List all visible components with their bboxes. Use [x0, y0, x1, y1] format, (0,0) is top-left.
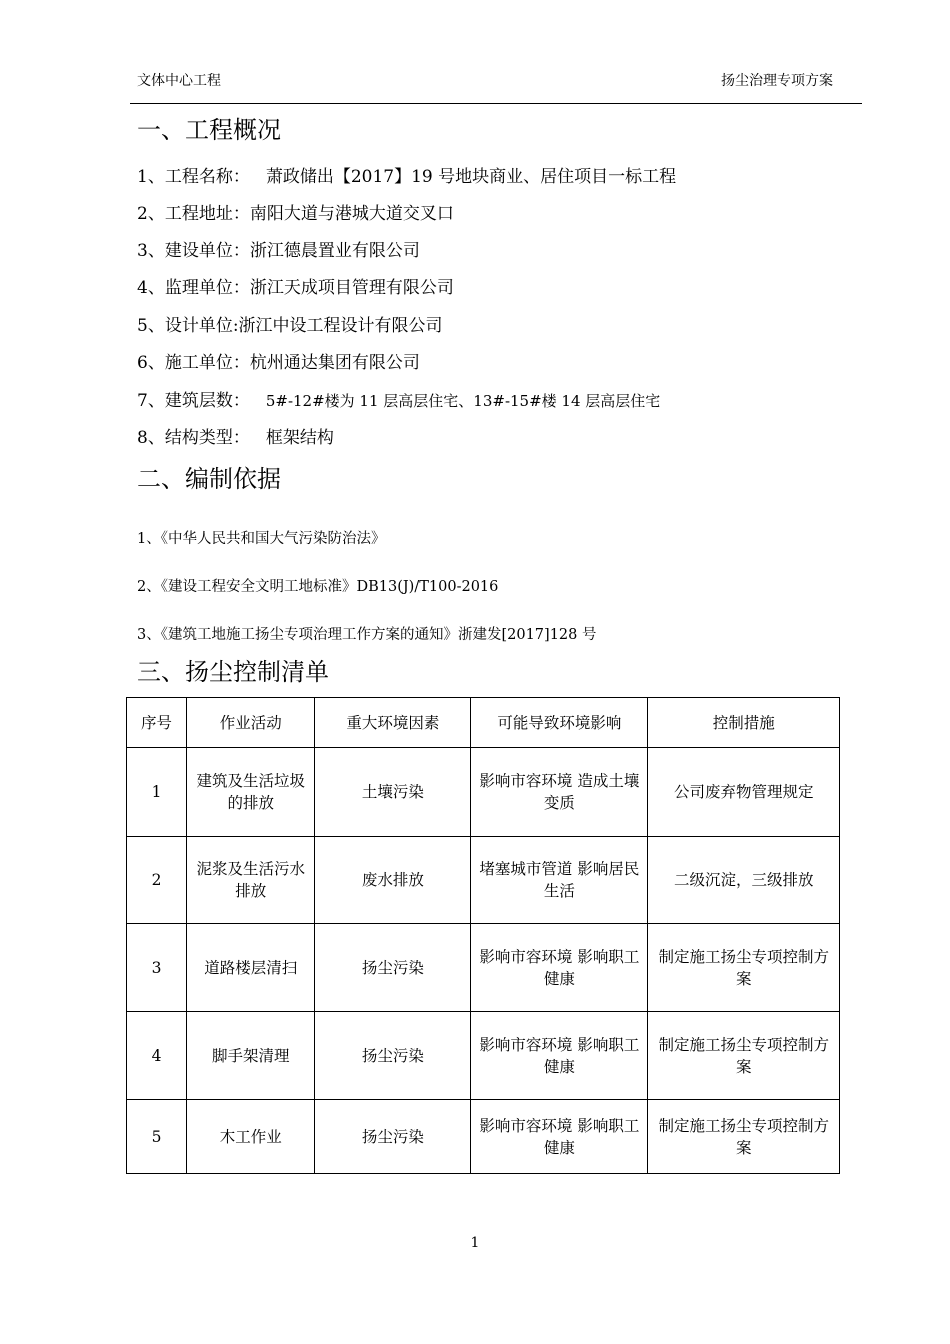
table-cell: 影响市容环境 造成土壤变质	[471, 748, 648, 837]
table-cell: 扬尘污染	[315, 1100, 471, 1174]
table-row	[127, 924, 840, 1012]
info-value: 框架结构	[265, 428, 334, 448]
table-header-cell: 可能导致环境影响	[471, 698, 648, 748]
table-cell: 制定施工扬尘专项控制方案	[648, 924, 840, 1012]
table-row	[127, 1012, 840, 1100]
reference-item: 3、《建筑工地施工扬尘专项治理工作方案的通知》浙建发[2017]128 号	[137, 627, 597, 643]
reference-item: 1、《中华人民共和国大气污染防治法》	[137, 531, 386, 547]
header-left-text: 文体中心工程	[137, 73, 221, 89]
table-cell: 影响市容环境 影响职工健康	[471, 1012, 648, 1100]
table-cell: 制定施工扬尘专项控制方案	[648, 1012, 840, 1100]
table-cell: 泥浆及生活污水排放	[187, 837, 315, 924]
table-cell: 2	[127, 837, 187, 924]
table-row	[127, 1100, 840, 1174]
info-value: 浙江德晨置业有限公司	[249, 241, 420, 261]
table-cell: 道路楼层清扫	[187, 924, 315, 1012]
info-value: 浙江天成项目管理有限公司	[249, 278, 454, 298]
header-rule	[130, 103, 862, 104]
table-cell: 废水排放	[315, 837, 471, 924]
info-label: 4、监理单位：	[137, 278, 250, 298]
table-header-cell: 作业活动	[187, 698, 315, 748]
table-cell: 二级沉淀，三级排放	[648, 837, 840, 924]
table-cell: 公司废弃物管理规定	[648, 748, 840, 837]
info-label: 2、工程地址：	[137, 204, 250, 224]
project-info-line	[137, 273, 454, 298]
info-value: 南阳大道与港城大道交叉口	[249, 204, 454, 224]
project-info-line	[137, 348, 420, 373]
table-header-cell: 重大环境因素	[315, 698, 471, 748]
info-value: 萧政储出【2017】19 号地块商业、居住项目一标工程	[265, 167, 677, 187]
info-label: 8、结构类型：	[137, 428, 250, 448]
table-cell: 土壤污染	[315, 748, 471, 837]
table-header-cell: 序号	[127, 698, 187, 748]
table-row	[127, 748, 840, 837]
table-header-row	[127, 698, 840, 748]
table-cell: 影响市容环境 影响职工健康	[471, 924, 648, 1012]
project-info-line	[137, 162, 676, 187]
table-cell: 扬尘污染	[315, 924, 471, 1012]
info-value: 5#-12#楼为 11 层高层住宅、13#-15#楼 14 层高层住宅	[265, 392, 661, 410]
project-info-line	[137, 386, 660, 411]
project-info-line	[137, 311, 443, 336]
table-cell: 影响市容环境 影响职工健康	[471, 1100, 648, 1174]
header-right-text: 扬尘治理专项方案	[721, 73, 833, 89]
project-info-line	[137, 199, 454, 224]
section3-title: 三、扬尘控制清单	[137, 658, 329, 686]
project-info-line	[137, 236, 420, 261]
table-cell: 3	[127, 924, 187, 1012]
table-cell: 1	[127, 748, 187, 837]
info-value: 浙江中设工程设计有限公司	[238, 316, 443, 336]
table-row	[127, 837, 840, 924]
table-cell: 5	[127, 1100, 187, 1174]
table-cell: 堵塞城市管道 影响居民生活	[471, 837, 648, 924]
page-number: 1	[470, 1235, 480, 1251]
table-cell: 4	[127, 1012, 187, 1100]
table-header-cell: 控制措施	[648, 698, 840, 748]
table-cell: 脚手架清理	[187, 1012, 315, 1100]
info-label: 3、建设单位：	[137, 241, 250, 261]
reference-item: 2、《建设工程安全文明工地标准》DB13(J)/T100-2016	[137, 579, 499, 595]
table-cell: 木工作业	[187, 1100, 315, 1174]
section2-title: 二、编制依据	[137, 465, 281, 493]
table-cell: 制定施工扬尘专项控制方案	[648, 1100, 840, 1174]
info-label: 1、工程名称：	[137, 167, 250, 187]
table-cell: 扬尘污染	[315, 1012, 471, 1100]
info-label: 5、设计单位:	[137, 316, 239, 336]
table-cell: 建筑及生活垃圾的排放	[187, 748, 315, 837]
info-label: 7、建筑层数：	[137, 391, 250, 411]
section1-title: 一、工程概况	[137, 116, 281, 144]
dust-control-table	[126, 697, 840, 1174]
project-info-line	[137, 423, 334, 448]
info-label: 6、施工单位：	[137, 353, 250, 373]
info-value: 杭州通达集团有限公司	[249, 353, 420, 373]
